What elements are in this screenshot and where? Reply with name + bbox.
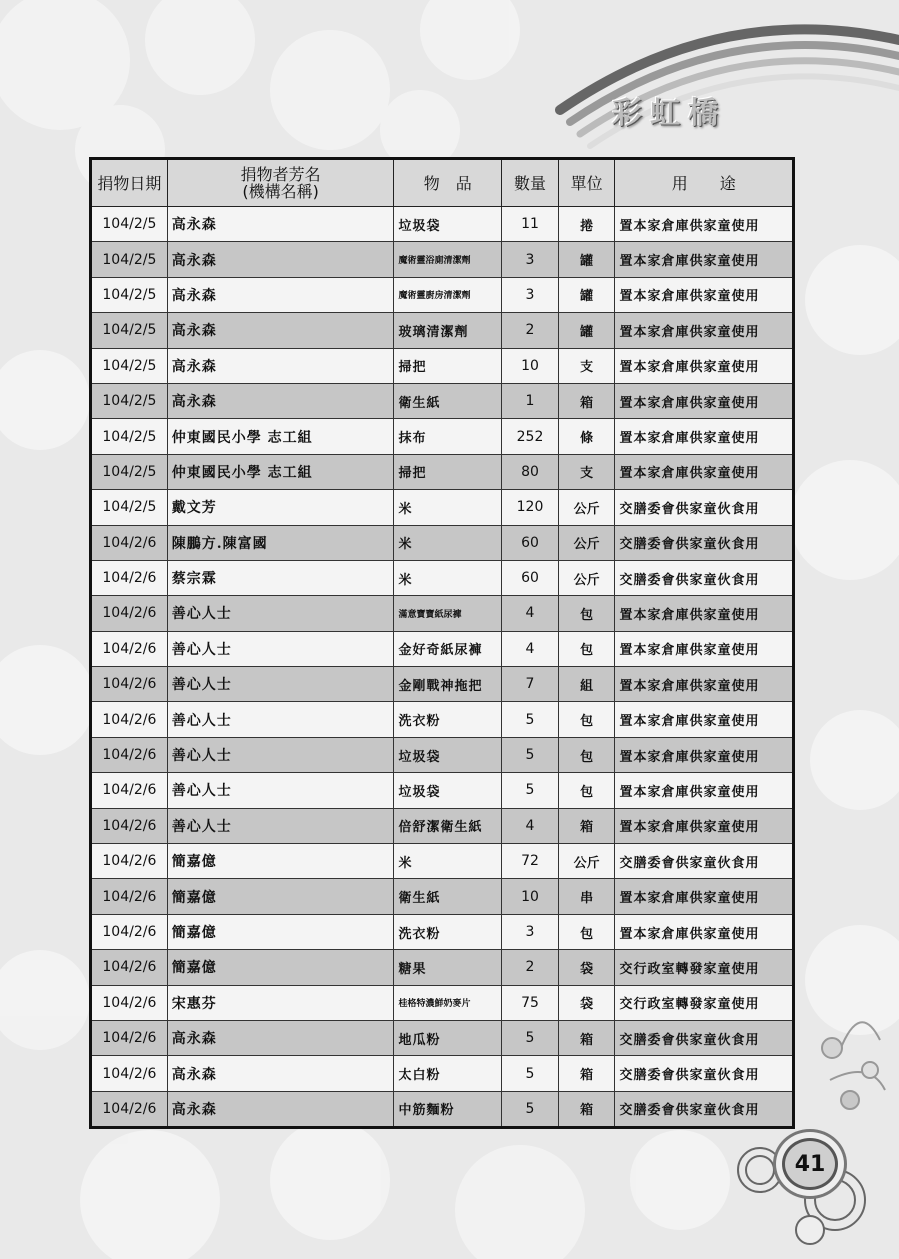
cell-purpose: 置本家倉庫供家童使用 (615, 242, 794, 277)
cell-item: 抹布 (394, 419, 502, 454)
header-item: 物 品 (394, 159, 502, 207)
table-row (91, 737, 794, 772)
cell-date: 104/2/6 (91, 844, 168, 879)
cell-qty: 5 (502, 737, 559, 772)
table-row (91, 490, 794, 525)
cell-item: 米 (394, 490, 502, 525)
cell-item: 掃把 (394, 454, 502, 489)
cell-unit: 支 (558, 348, 615, 383)
cell-donor: 高永森 (167, 207, 394, 242)
cell-donor: 善心人士 (167, 702, 394, 737)
cell-donor: 戴文芳 (167, 490, 394, 525)
cell-donor: 善心人士 (167, 737, 394, 772)
table-row (91, 419, 794, 454)
cell-qty: 5 (502, 1056, 559, 1091)
table-body (91, 207, 794, 1128)
cell-donor: 陳鵬方.陳富國 (167, 525, 394, 560)
cell-unit: 箱 (558, 1091, 615, 1127)
cell-donor: 善心人士 (167, 773, 394, 808)
cell-donor: 高永森 (167, 313, 394, 348)
cell-qty: 72 (502, 844, 559, 879)
cell-date: 104/2/5 (91, 348, 168, 383)
cell-qty: 5 (502, 1091, 559, 1127)
header-purpose: 用 途 (615, 159, 794, 207)
cell-date: 104/2/6 (91, 1056, 168, 1091)
cell-date: 104/2/5 (91, 207, 168, 242)
cell-purpose: 置本家倉庫供家童使用 (615, 773, 794, 808)
cell-purpose: 置本家倉庫供家童使用 (615, 631, 794, 666)
table-row (91, 1020, 794, 1055)
cell-date: 104/2/6 (91, 1020, 168, 1055)
cell-purpose: 置本家倉庫供家童使用 (615, 454, 794, 489)
cell-item: 米 (394, 844, 502, 879)
table-row (91, 1056, 794, 1091)
cell-donor: 宋惠芬 (167, 985, 394, 1020)
cell-date: 104/2/5 (91, 383, 168, 418)
cell-unit: 包 (558, 596, 615, 631)
table-row (91, 277, 794, 312)
cell-qty: 75 (502, 985, 559, 1020)
table-row (91, 631, 794, 666)
cell-item: 太白粉 (394, 1056, 502, 1091)
cell-date: 104/2/6 (91, 985, 168, 1020)
cell-item: 金好奇紙尿褲 (394, 631, 502, 666)
cell-donor: 蔡宗霖 (167, 560, 394, 595)
cell-purpose: 交膳委會供家童伙食用 (615, 1056, 794, 1091)
cell-item: 玻璃清潔劑 (394, 313, 502, 348)
table-row (91, 702, 794, 737)
cell-unit: 捲 (558, 207, 615, 242)
table-row (91, 773, 794, 808)
cell-donor: 善心人士 (167, 596, 394, 631)
cell-qty: 5 (502, 773, 559, 808)
cell-date: 104/2/6 (91, 879, 168, 914)
cell-purpose: 交行政室轉發家童使用 (615, 950, 794, 985)
cell-donor: 簡嘉億 (167, 879, 394, 914)
cell-purpose: 置本家倉庫供家童使用 (615, 419, 794, 454)
cell-purpose: 交膳委會供家童伙食用 (615, 490, 794, 525)
cell-unit: 袋 (558, 985, 615, 1020)
cell-unit: 公斤 (558, 525, 615, 560)
cell-date: 104/2/6 (91, 773, 168, 808)
cell-qty: 252 (502, 419, 559, 454)
cell-unit: 包 (558, 914, 615, 949)
table-header-row (91, 159, 794, 207)
cell-date: 104/2/5 (91, 313, 168, 348)
table-row (91, 950, 794, 985)
cell-unit: 支 (558, 454, 615, 489)
cell-date: 104/2/5 (91, 277, 168, 312)
table-row (91, 667, 794, 702)
cell-purpose: 置本家倉庫供家童使用 (615, 313, 794, 348)
cell-item: 魔術靈廚房清潔劑 (394, 277, 502, 312)
table-row (91, 313, 794, 348)
header-qty: 數量 (502, 159, 559, 207)
cell-unit: 公斤 (558, 490, 615, 525)
cell-unit: 罐 (558, 242, 615, 277)
cell-qty: 60 (502, 525, 559, 560)
cell-purpose: 置本家倉庫供家童使用 (615, 348, 794, 383)
cell-purpose: 置本家倉庫供家童使用 (615, 702, 794, 737)
cell-date: 104/2/5 (91, 242, 168, 277)
cell-donor: 簡嘉億 (167, 844, 394, 879)
cell-unit: 箱 (558, 808, 615, 843)
cell-item: 糖果 (394, 950, 502, 985)
table-row (91, 914, 794, 949)
cell-item: 垃圾袋 (394, 773, 502, 808)
cell-qty: 3 (502, 242, 559, 277)
cell-date: 104/2/6 (91, 596, 168, 631)
header-unit: 單位 (558, 159, 615, 207)
cell-donor: 仲東國民小學 志工組 (167, 419, 394, 454)
cell-qty: 80 (502, 454, 559, 489)
cell-date: 104/2/5 (91, 490, 168, 525)
cell-donor: 高永森 (167, 383, 394, 418)
cell-unit: 箱 (558, 383, 615, 418)
cell-date: 104/2/5 (91, 419, 168, 454)
cell-donor: 高永森 (167, 1020, 394, 1055)
cell-item: 地瓜粉 (394, 1020, 502, 1055)
header-donor-line1: 捐物者芳名 (240, 165, 321, 184)
cell-purpose: 交膳委會供家童伙食用 (615, 1091, 794, 1127)
cell-purpose: 置本家倉庫供家童使用 (615, 879, 794, 914)
cell-item: 垃圾袋 (394, 737, 502, 772)
cell-date: 104/2/6 (91, 667, 168, 702)
cell-purpose: 置本家倉庫供家童使用 (615, 596, 794, 631)
cell-date: 104/2/5 (91, 454, 168, 489)
cell-purpose: 交膳委會供家童伙食用 (615, 560, 794, 595)
cell-unit: 公斤 (558, 844, 615, 879)
cell-item: 倍舒潔衛生紙 (394, 808, 502, 843)
cell-qty: 3 (502, 277, 559, 312)
cell-purpose: 置本家倉庫供家童使用 (615, 277, 794, 312)
cell-qty: 2 (502, 950, 559, 985)
cell-donor: 高永森 (167, 348, 394, 383)
cell-item: 衛生紙 (394, 879, 502, 914)
cell-item: 掃把 (394, 348, 502, 383)
cell-item: 魔術靈浴廁清潔劑 (394, 242, 502, 277)
header-donor (167, 159, 394, 207)
cell-date: 104/2/6 (91, 1091, 168, 1127)
cell-date: 104/2/6 (91, 808, 168, 843)
cell-purpose: 交膳委會供家童伙食用 (615, 1020, 794, 1055)
cell-purpose: 交行政室轉發家童使用 (615, 985, 794, 1020)
cell-purpose: 置本家倉庫供家童使用 (615, 207, 794, 242)
table-row (91, 808, 794, 843)
cell-date: 104/2/6 (91, 560, 168, 595)
cell-qty: 5 (502, 1020, 559, 1055)
cell-qty: 11 (502, 207, 559, 242)
cell-unit: 罐 (558, 277, 615, 312)
table-row (91, 242, 794, 277)
page-number: 41 (782, 1138, 838, 1190)
cell-item: 米 (394, 560, 502, 595)
cell-qty: 7 (502, 667, 559, 702)
cell-qty: 5 (502, 702, 559, 737)
cell-item: 衛生紙 (394, 383, 502, 418)
cell-donor: 簡嘉億 (167, 914, 394, 949)
header-donor-line2: (機構名稱) (242, 182, 319, 201)
cell-unit: 條 (558, 419, 615, 454)
cell-purpose: 交膳委會供家童伙食用 (615, 525, 794, 560)
cell-unit: 包 (558, 631, 615, 666)
masthead-title: 彩虹橋 (612, 96, 726, 131)
cell-unit: 包 (558, 737, 615, 772)
cell-qty: 60 (502, 560, 559, 595)
cell-unit: 箱 (558, 1020, 615, 1055)
cell-unit: 罐 (558, 313, 615, 348)
cell-purpose: 置本家倉庫供家童使用 (615, 914, 794, 949)
table-row (91, 207, 794, 242)
cell-date: 104/2/6 (91, 950, 168, 985)
cell-purpose: 置本家倉庫供家童使用 (615, 383, 794, 418)
table-row (91, 454, 794, 489)
cell-qty: 3 (502, 914, 559, 949)
cell-purpose: 置本家倉庫供家童使用 (615, 737, 794, 772)
cell-qty: 10 (502, 879, 559, 914)
table-row (91, 985, 794, 1020)
cell-item: 滿意寶寶紙尿褲 (394, 596, 502, 631)
cell-qty: 4 (502, 808, 559, 843)
cell-unit: 組 (558, 667, 615, 702)
cell-unit: 包 (558, 773, 615, 808)
cell-item: 桂格特濃鮮奶麥片 (394, 985, 502, 1020)
cell-date: 104/2/6 (91, 631, 168, 666)
cell-item: 洗衣粉 (394, 914, 502, 949)
cell-qty: 10 (502, 348, 559, 383)
cell-unit: 串 (558, 879, 615, 914)
cell-date: 104/2/6 (91, 525, 168, 560)
cell-donor: 高永森 (167, 1056, 394, 1091)
cell-donor: 善心人士 (167, 667, 394, 702)
table-row (91, 879, 794, 914)
cell-purpose: 置本家倉庫供家童使用 (615, 808, 794, 843)
table-row (91, 348, 794, 383)
cell-qty: 120 (502, 490, 559, 525)
cell-unit: 包 (558, 702, 615, 737)
table-row (91, 1091, 794, 1127)
cell-purpose: 交膳委會供家童伙食用 (615, 844, 794, 879)
cell-unit: 袋 (558, 950, 615, 985)
cell-unit: 箱 (558, 1056, 615, 1091)
cell-donor: 善心人士 (167, 631, 394, 666)
cell-donor: 高永森 (167, 277, 394, 312)
cell-date: 104/2/6 (91, 737, 168, 772)
table-row (91, 383, 794, 418)
cell-date: 104/2/6 (91, 702, 168, 737)
cell-donor: 簡嘉億 (167, 950, 394, 985)
cell-date: 104/2/6 (91, 914, 168, 949)
cell-donor: 仲東國民小學 志工組 (167, 454, 394, 489)
cell-item: 米 (394, 525, 502, 560)
table-row (91, 844, 794, 879)
cell-donor: 高永森 (167, 1091, 394, 1127)
cell-donor: 善心人士 (167, 808, 394, 843)
cell-purpose: 置本家倉庫供家童使用 (615, 667, 794, 702)
cell-qty: 2 (502, 313, 559, 348)
cell-item: 洗衣粉 (394, 702, 502, 737)
cell-donor: 高永森 (167, 242, 394, 277)
cell-qty: 4 (502, 631, 559, 666)
cell-item: 垃圾袋 (394, 207, 502, 242)
cell-item: 中筋麵粉 (394, 1091, 502, 1127)
cell-unit: 公斤 (558, 560, 615, 595)
table-row (91, 560, 794, 595)
table-row (91, 596, 794, 631)
table-row (91, 525, 794, 560)
header-date: 捐物日期 (91, 159, 168, 207)
cell-qty: 4 (502, 596, 559, 631)
cell-qty: 1 (502, 383, 559, 418)
donation-table (89, 157, 795, 1129)
cell-item: 金剛戰神拖把 (394, 667, 502, 702)
